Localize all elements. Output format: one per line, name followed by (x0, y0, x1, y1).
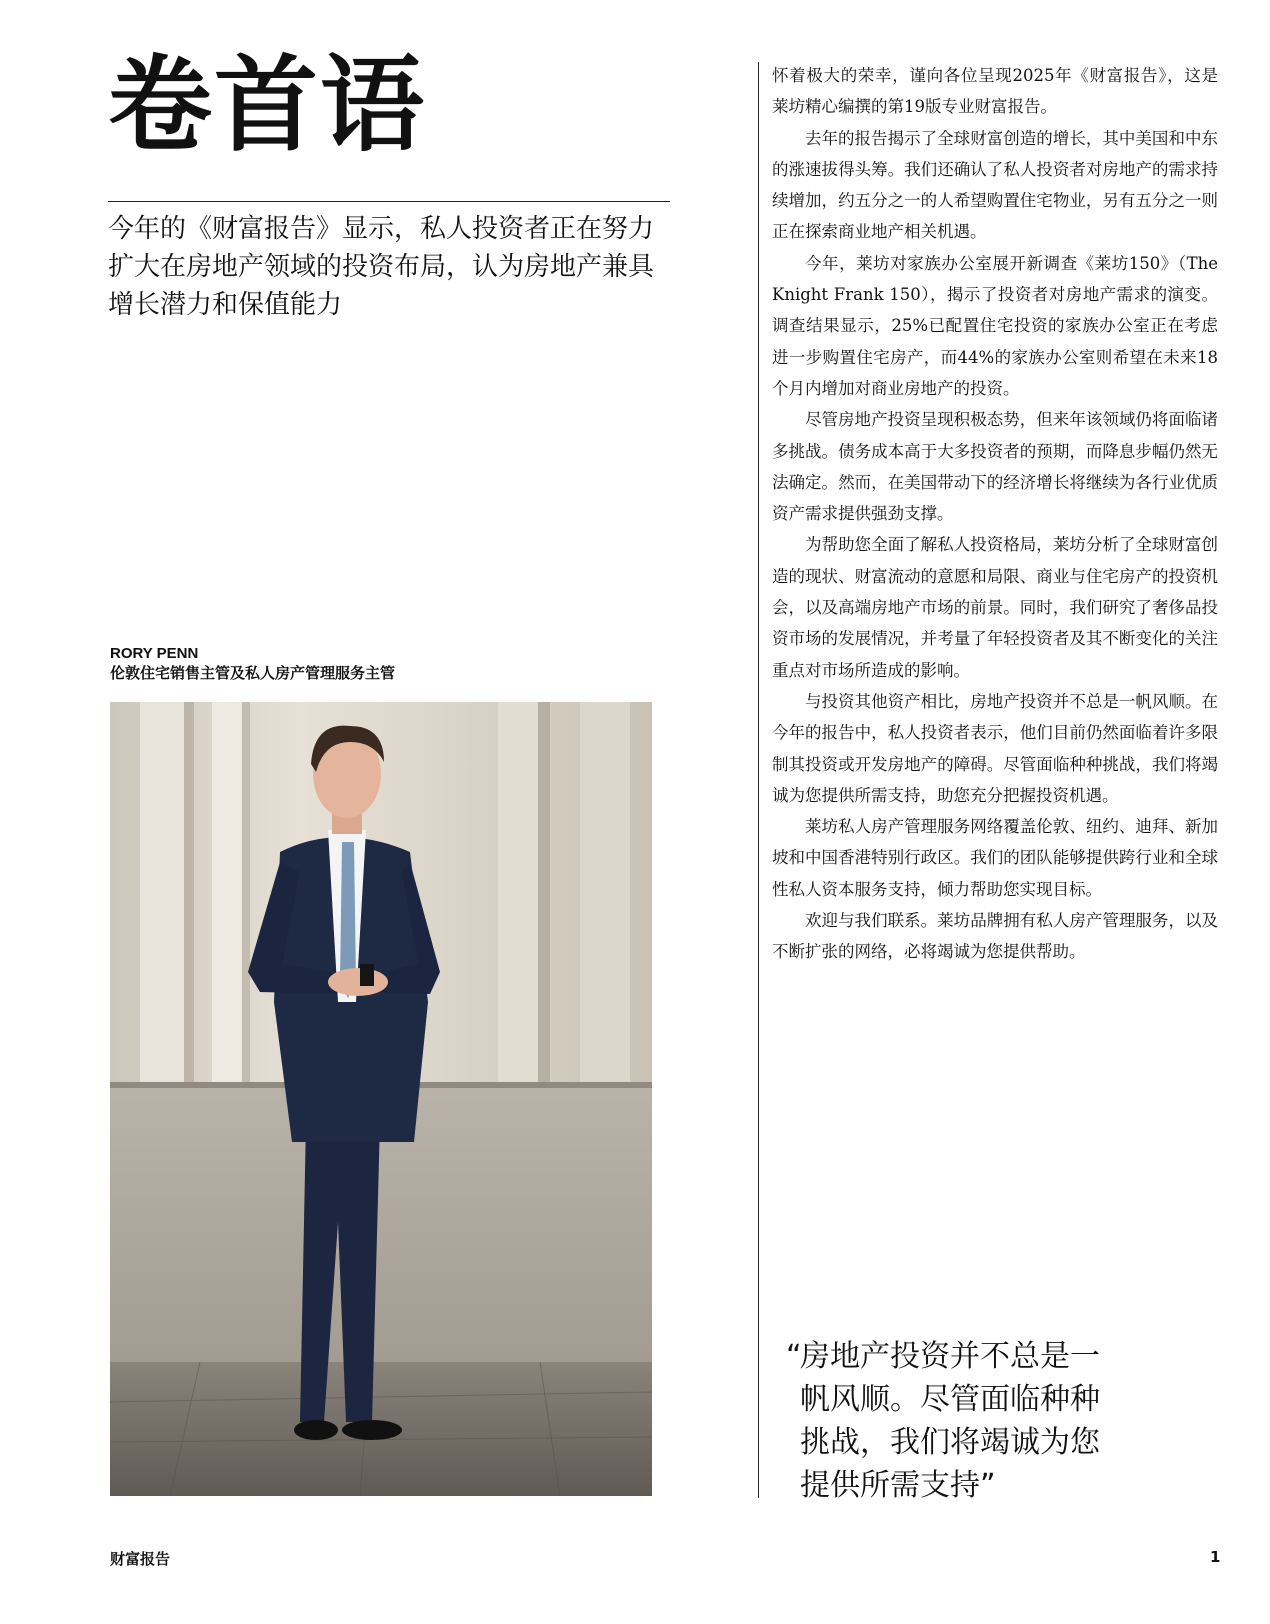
author-name: RORY PENN (110, 645, 199, 662)
body-paragraph: 怀着极大的荣幸，谨向各位呈现2025年《财富报告》，这是莱坊精心编撰的第19版专业财富报告。 (772, 66, 1218, 117)
title-divider (108, 201, 670, 202)
pull-quote-text: 房地产投资并不总是一帆风顺。尽管面临种种挑战，我们将竭诚为您提供所需支持” (800, 1339, 1100, 1503)
body-paragraph: 尽管房地产投资呈现积极态势，但来年该领域仍将面临诸多挑战。债务成本高于大多投资者的预期，而降息步幅仍然无法确定。然而，在美国带动下的经济增长将继续为各行业优质资产需求提供强劲支撑。 (772, 410, 1218, 524)
lead-paragraph: 今年的《财富报告》显示，私人投资者正在努力扩大在房地产领域的投资布局，认为房地产兼具增长潜力和保值能力 (108, 214, 655, 320)
page-title: 卷首语 (108, 44, 427, 166)
body-paragraph: 欢迎与我们联系。莱坊品牌拥有私人房产管理服务，以及不断扩张的网络，必将竭诚为您提供帮助。 (772, 911, 1218, 962)
column-divider (758, 62, 759, 1498)
author-portrait-photo (110, 702, 652, 1496)
footer-publication: 财富报告 (110, 1550, 171, 1568)
body-paragraph: 与投资其他资产相比，房地产投资并不总是一帆风顺。在今年的报告中，私人投资者表示，他们目前仍然面临着许多限制其投资或开发房地产的障碍。尽管面临种种挑战，我们将竭诚为您提供所需支持，助您充分把握投资机遇。 (772, 691, 1218, 805)
body-paragraph: 莱坊私人房产管理服务网络覆盖伦敦、纽约、迪拜、新加坡和中国香港特别行政区。我们的团队能够提供跨行业和全球性私人资本服务支持，倾力帮助您实现目标。 (772, 817, 1218, 899)
pull-quote (786, 1335, 1116, 1507)
body-text (772, 60, 1218, 968)
quote-open-mark: “ (786, 1339, 802, 1374)
body-paragraph: 去年的报告揭示了全球财富创造的增长，其中美国和中东的涨速拔得头筹。我们还确认了私人投资者对房地产的需求持续增加，约五分之一的人希望购置住宅物业，另有五分之一则正在探索商业地产相关机遇。 (772, 128, 1218, 242)
author-byline (110, 644, 395, 684)
author-role: 伦敦住宅销售主管及私人房产管理服务主管 (110, 665, 396, 682)
body-paragraph: 今年，莱坊对家族办公室展开新调查《莱坊150》（The Knight Frank 150），揭示了投资者对房地产需求的演变。调查结果显示，25%已配置住宅投资的家族办公室正在考虑进一步购置住宅房产，而44%的家族办公室则希望在未来18个月内增加对商业房地产的投资。 (772, 253, 1218, 398)
body-paragraph: 为帮助您全面了解私人投资格局，莱坊分析了全球财富创造的现状、财富流动的意愿和局限、商业与住宅房产的投资机会，以及高端房地产市场的前景。同时，我们研究了奢侈品投资市场的发展情况，并考量了年轻投资者及其不断变化的关注重点对市场所造成的影响。 (772, 535, 1218, 680)
page-number: 1 (1210, 1548, 1221, 1566)
